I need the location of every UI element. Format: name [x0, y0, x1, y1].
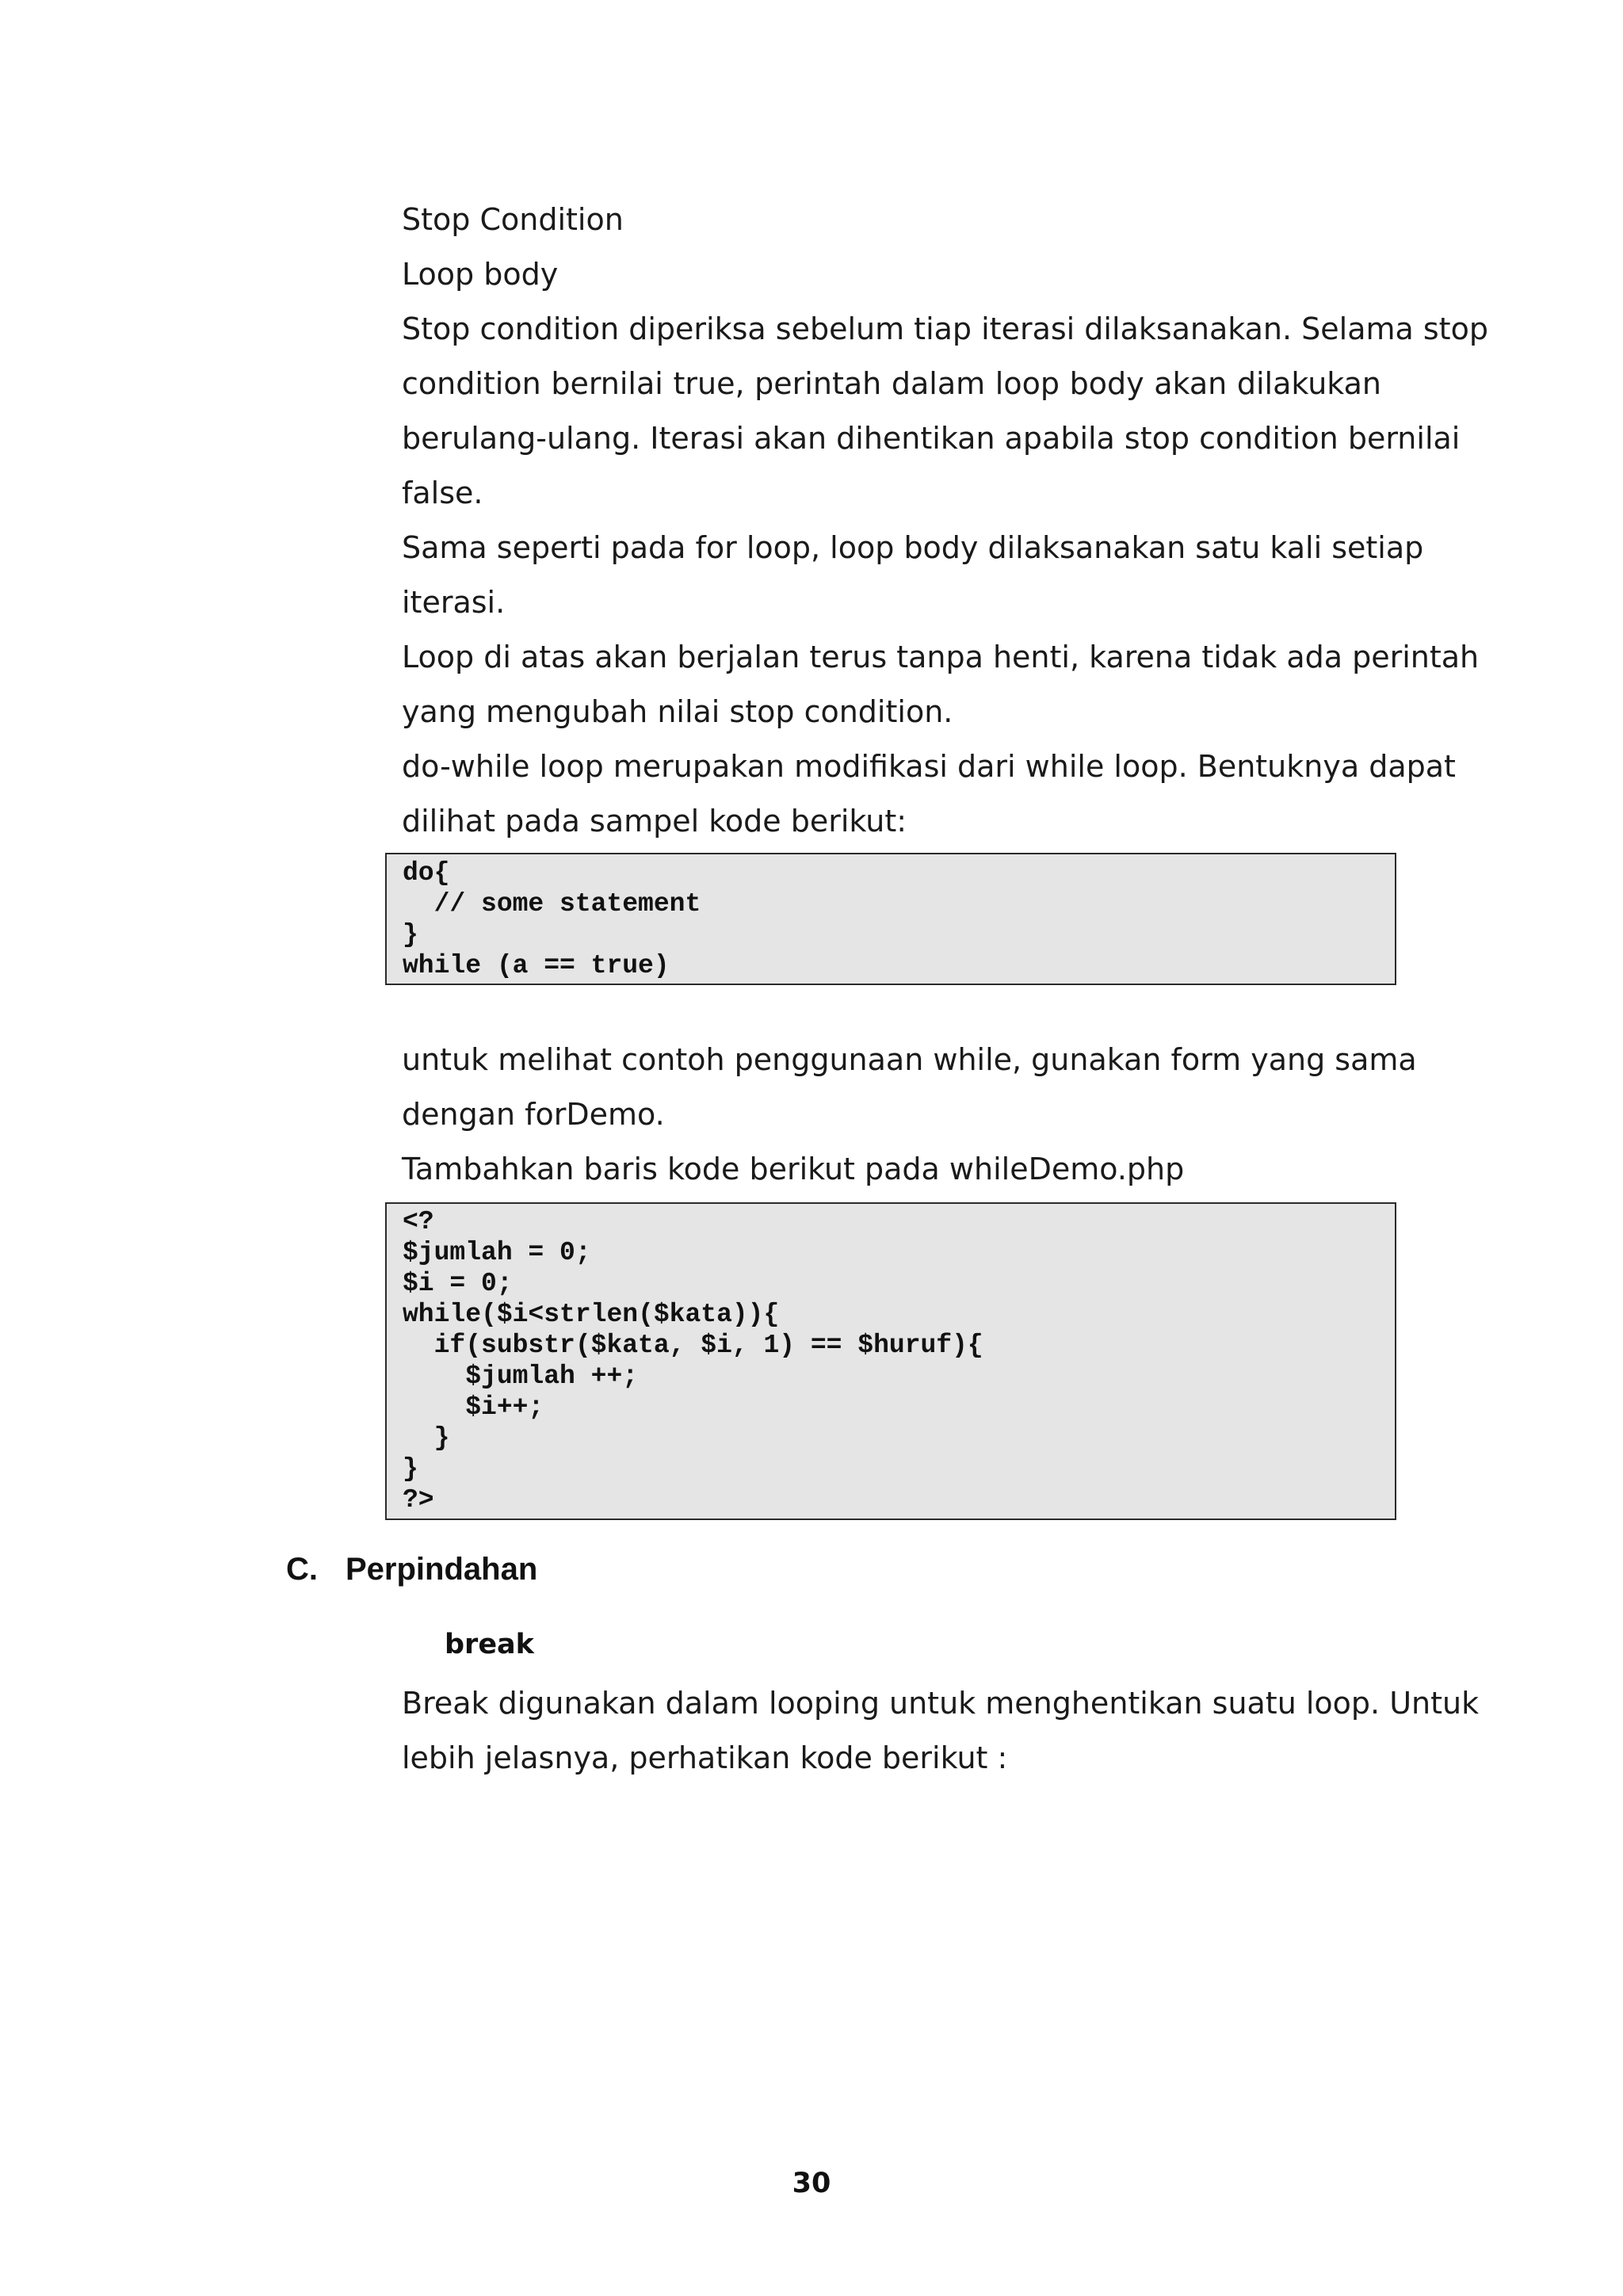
code-line: $jumlah ++; [403, 1362, 639, 1391]
code-line: $i++; [403, 1392, 544, 1422]
text-line: untuk melihat contoh penggunaan while, gunakan form yang sama [402, 1042, 1417, 1077]
code-block-do-while [385, 853, 1396, 985]
code-line: $jumlah = 0; [403, 1238, 591, 1267]
text-line: dilihat pada sampel kode berikut: [402, 804, 907, 839]
text-line-loop-body: Loop body [402, 257, 559, 292]
text-line: iterasi. [402, 585, 506, 620]
text-line: do-while loop merupakan modifikasi dari while loop. Bentuknya dapat [402, 749, 1456, 784]
code-line: $i = 0; [403, 1269, 513, 1298]
code-line: ?> [403, 1485, 434, 1515]
text-line: condition bernilai true, perintah dalam loop body akan dilakukan [402, 366, 1381, 401]
text-line: berulang-ulang. Iterasi akan dihentikan apabila stop condition bernilai [402, 421, 1461, 456]
code-line: } [403, 1454, 418, 1484]
text-line: Tambahkan baris kode berikut pada whileDemo.php [402, 1152, 1185, 1186]
code-line: } [403, 920, 418, 949]
text-line: Sama seperti pada for loop, loop body dilaksanakan satu kali setiap [402, 530, 1424, 565]
text-line: lebih jelasnya, perhatikan kode berikut : [402, 1740, 1008, 1775]
subsection-title: break [445, 1629, 534, 1660]
code-line: } [403, 1423, 450, 1453]
code-line: while (a == true) [403, 951, 670, 980]
text-line-stop-condition: Stop Condition [402, 202, 624, 237]
text-line: Break digunakan dalam looping untuk menghentikan suatu loop. Untuk [402, 1686, 1480, 1721]
section-number: C. [286, 1552, 318, 1587]
text-line: yang mengubah nilai stop condition. [402, 694, 953, 729]
text-line: dengan forDemo. [402, 1097, 665, 1132]
code-line: // some statement [403, 889, 701, 919]
text-line: Loop di atas akan berjalan terus tanpa henti, karena tidak ada perintah [402, 640, 1480, 674]
code-line: do{ [403, 858, 450, 888]
text-line: Stop condition diperiksa sebelum tiap iterasi dilaksanakan. Selama stop [402, 311, 1488, 346]
section-title: Perpindahan [346, 1552, 538, 1587]
code-block-while-demo [385, 1202, 1396, 1520]
code-line: <? [403, 1207, 434, 1236]
text-line: false. [402, 476, 483, 510]
page-number: 30 [792, 2168, 831, 2199]
code-line: if(substr($kata, $i, 1) == $huruf){ [403, 1331, 983, 1360]
code-line: while($i<strlen($kata)){ [403, 1300, 780, 1329]
